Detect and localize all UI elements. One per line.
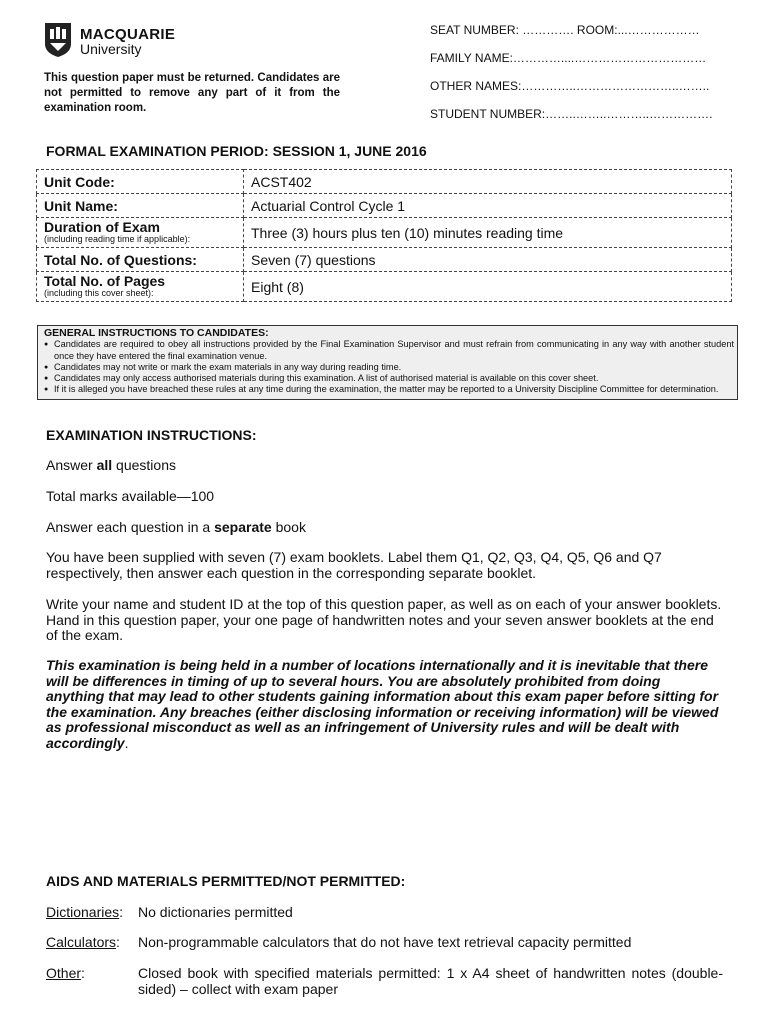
table-row [37,194,732,218]
aids-heading: AIDS AND MATERIALS PERMITTED/NOT PERMITTED: [46,873,406,889]
family-name-field[interactable]: FAMILY NAME:…………....…………………………… [430,51,707,65]
pages-value: Eight (8) [244,272,732,302]
return-notice: This question paper must be returned. Candidates are not permitted to remove any part of it from the examination room. [44,72,340,114]
calculators-label [46,934,120,950]
general-instructions-box [37,325,738,400]
duration-label-cell [37,218,244,248]
table-row [37,272,732,302]
questions-value: Seven (7) questions [244,248,732,272]
list-item: ● Candidates may not write or mark the exam materials in any way during reading time. [44,362,734,373]
total-marks: Total marks available—100 [46,488,215,504]
dictionaries-value: No dictionaries permitted [138,904,293,920]
colon: : [116,934,120,950]
pages-label-cell [37,272,244,302]
colon: : [119,904,124,920]
answer-text-end: questions [112,457,176,473]
timing-warning [46,658,722,751]
dictionaries-label-text: Dictionaries [46,904,120,920]
timing-warning-end: . [124,734,129,751]
dictionaries-label [46,904,123,920]
table-row [37,248,732,272]
exam-title: FORMAL EXAMINATION PERIOD: SESSION 1, JUNE 2016 [46,143,427,159]
separate-text: Answer each question in a [46,519,215,535]
colon: : [81,965,85,981]
timing-warning-text: This examination is being held in a number of locations internationally and it is inevitable that there will be differences in timing of up to several hours. You are absolutely prohibited from doing anything that may lead to other students gaining information about this exam paper before sitting for the examination. Any breaches (either disclosing information or receiving information) will be viewed as professional misconduct as well as an infringement of University rules and will be dealt with accordingly [46,657,719,751]
answer-text: Answer [46,457,97,473]
duration-label: Duration of Exam [44,219,160,235]
pages-label: Total No. of Pages [44,273,166,289]
booklets-instruction: You have been supplied with seven (7) exam booklets. Label them Q1, Q2, Q3, Q4, Q5, Q6 and Q7 respectively, then answer each question in the corresponding separate booklet. [46,549,662,581]
university-logo [44,22,194,62]
questions-label: Total No. of Questions: [37,248,244,272]
calculators-label-text: Calculators [46,934,117,950]
duration-note: (including reading time if applicable): [44,234,191,244]
unit-name-label: Unit Name: [37,194,244,218]
university-crest-icon [44,22,72,58]
unit-code-value: ACST402 [244,170,732,194]
separate-emphasis: separate [214,519,272,535]
list-item: ● If it is alleged you have breached these rules at any time during the examination, the matter may be reported to a University Discipline Committee for determination. [44,384,734,395]
unit-name-value: Actuarial Control Cycle 1 [244,194,732,218]
list-item: ● Candidates may only access authorised materials during this examination. A list of authorised material is available on this cover sheet. [44,373,734,384]
table-row [37,218,732,248]
unit-code-label: Unit Code: [37,170,244,194]
other-label [46,965,85,981]
separate-book-instruction [46,519,306,535]
general-instructions-heading: GENERAL INSTRUCTIONS TO CANDIDATES: [44,327,269,339]
other-names-field[interactable]: OTHER NAMES:…………..……………………..…….. [430,79,710,93]
student-number-field[interactable]: STUDENT NUMBER:……..……..………..……………. [430,107,713,121]
other-value: Closed book with specified materials permitted: 1 x A4 sheet of handwritten notes (double-sided) – collect with exam paper [138,965,723,997]
seat-number-field[interactable]: SEAT NUMBER: …………. ROOM:...……………… [430,23,700,37]
calculators-value: Non-programmable calculators that do not have text retrieval capacity permitted [138,934,632,950]
duration-value: Three (3) hours plus ten (10) minutes reading time [244,218,732,248]
exam-info-table [36,169,732,302]
table-row [37,170,732,194]
university-name: MACQUARIE [80,26,176,43]
answer-emphasis: all [96,457,113,473]
answer-all-instruction [46,457,176,473]
pages-note: (including this cover sheet): [44,288,154,298]
general-instructions-list [44,339,734,395]
university-subname: University [80,41,142,57]
other-label-text: Other [46,965,82,981]
list-item: ● Candidates are required to obey all instructions provided by the Final Examination Supervisor and must refrain from communicating in any way with another student once they have entered the final examination venue. [44,339,734,362]
name-id-instruction: Write your name and student ID at the top of this question paper, as well as on each of your answer booklets. Hand in this question paper, your one page of handwritten notes and your seven answer booklets at the end of the exam. [46,596,722,643]
exam-instructions-heading: EXAMINATION INSTRUCTIONS: [46,427,257,443]
separate-text-end: book [271,519,306,535]
